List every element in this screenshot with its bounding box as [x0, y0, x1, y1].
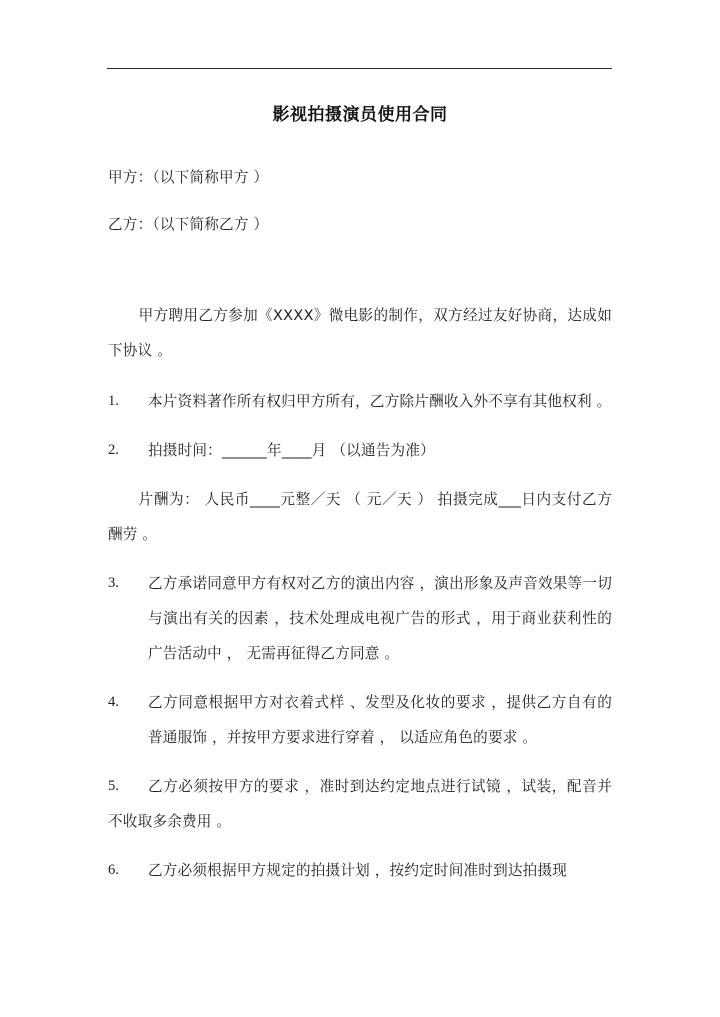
party-a-line: 甲方：（以下简称甲方 ）: [108, 169, 269, 186]
clause-number: 6.: [108, 862, 119, 878]
clause-item-3: [108, 566, 612, 671]
page-title: 影视拍摄演员使用合同: [272, 105, 448, 125]
clause-item-5: [108, 769, 612, 839]
clause-text: 拍摄时间：______年____月 （以通告为准）: [148, 442, 435, 459]
intro-paragraph: 甲方聘用乙方参加《XXXX》微电影的制作，双方经过友好协商，达成如下协议 。: [108, 307, 612, 359]
clause-2-payment-line: 片酬为： 人民币____元整／天 （ 元／天 ） 拍摄完成___日内支付乙方酬劳 。: [108, 491, 612, 543]
clause-number: 5.: [108, 778, 119, 794]
header-divider: [107, 68, 612, 69]
clause-item-1: [108, 384, 612, 419]
clause-number: 1.: [108, 393, 119, 409]
clause-text: 本片资料著作所有权归甲方所有，乙方除片酬收入外不享有其他权利 。: [148, 393, 612, 410]
clause-item-4: [108, 685, 612, 755]
party-b-line: 乙方：（以下简称乙方 ）: [108, 216, 269, 233]
document-body: [108, 100, 612, 902]
clause-text: 乙方承诺同意甲方有权对乙方的演出内容 ，演出形象及声音效果等一切与演出有关的因素 ，技术处理成电视广告的形式 ，用于商业获利性的广告活动中 ， 无需再征得乙方同意 。: [148, 575, 612, 662]
clause-text: 乙方必须按甲方的要求 ，准时到达约定地点进行试镜 ，试装，配音并不收取多余费用 。: [108, 778, 612, 830]
clause-number: 3.: [108, 575, 119, 591]
clause-number: 2.: [108, 442, 119, 458]
clause-number: 4.: [108, 694, 119, 710]
clause-text: 乙方同意根据甲方对衣着式样 、发型及化妆的要求 ，提供乙方自有的普通服饰 ，并按甲方要求进行穿着 ， 以适应角色的要求 。: [148, 694, 612, 746]
section-spacer: [108, 254, 612, 298]
clause-item-2: [108, 433, 612, 468]
clause-item-6: [108, 853, 612, 888]
clause-text: 乙方必须根据甲方规定的拍摄计划 ，按约定时间准时到达拍摄现: [148, 862, 568, 879]
